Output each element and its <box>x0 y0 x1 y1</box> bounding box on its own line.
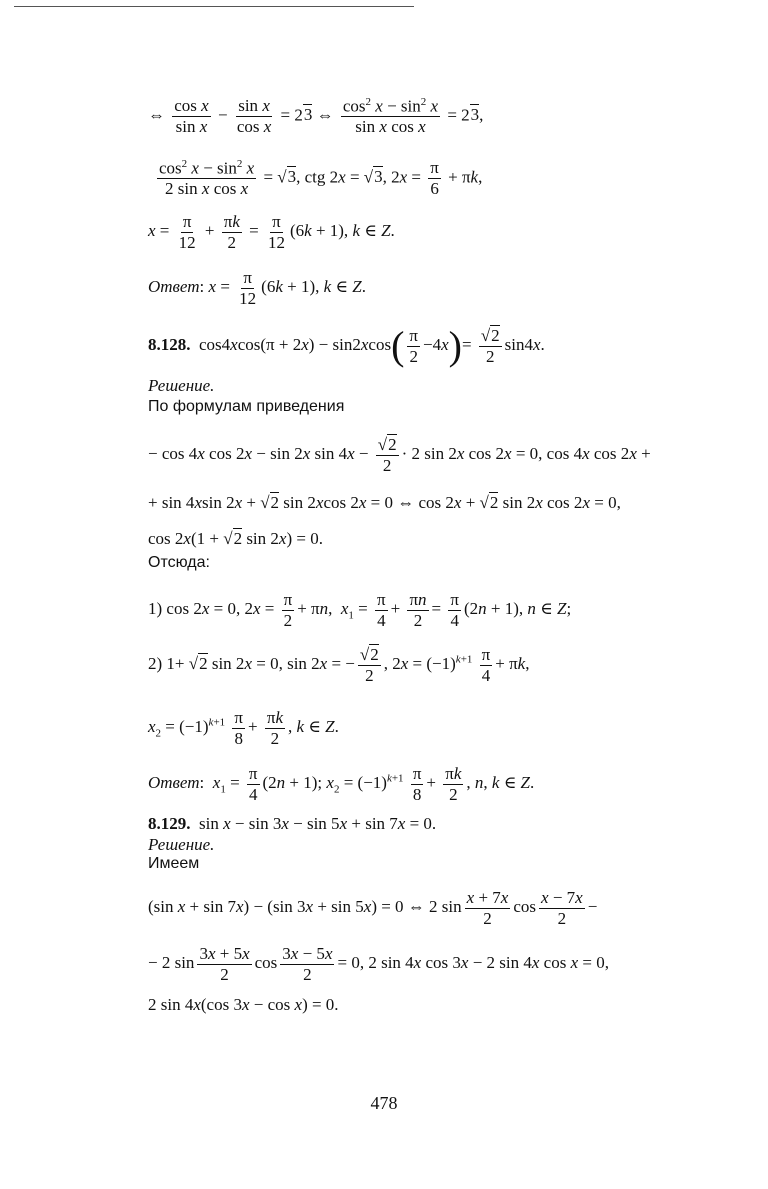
equation-line: x = $\frac{\pi}{12}$ + $\frac{\pi k}{2}$ = $\frac{\pi}{12}$ (6k + 1), k ∈ Z. <box>148 212 395 252</box>
equation-line: $\frac{\cos^2 x - \sin^2 x}{\text{2 sin x cos x}}$ = √3, ctg 2x = √3, 2x = $\frac{\pi}{6}$ + πk, <box>159 158 483 199</box>
text-line: Отсюда: <box>148 554 210 571</box>
problem-number: 8.128. <box>148 334 191 354</box>
problem-number: 8.129. <box>148 814 191 833</box>
equation-line: − 2 sin $\frac{3x + 5x}{2}$ cos $\frac{3x - 5x}{2}$ = 0, 2 sin 4x cos 3x − 2 sin 4x cos x = 0, <box>148 944 609 984</box>
problem-statement: 8.128. cos4xcos(π + 2x) − sin2xcos( $\frac{\pi}{2}$ −4x)= $\frac{√2}{2}$ sin4x. <box>148 323 545 369</box>
problem-statement: 8.129. sin x − sin 3x − sin 5x + sin 7x = 0. <box>148 814 437 833</box>
answer-label: Ответ <box>148 276 200 296</box>
equation-line: 2) 1+ √2 sin 2x = 0, sin 2x = − $\frac{√2}{2}$ , $2x = (-1)^{k+1}$ $\frac{\pi}{4}$ + πk, <box>148 645 530 685</box>
answer-line: Ответ: x = $\frac{\pi}{12}$ (6k + 1), k ∈ Z. <box>148 268 366 308</box>
equation-line: ⇔ $\frac{\text{cos x}}{\text{sin x}}$ − $\frac{\text{sin x}}{\text{cos x}}$ = 23 ⇔ $\frac{\cos^2 x - \sin^2 x}{\text{sin x cos x}}$ = 23, <box>148 96 484 137</box>
equation-line: 1) cos 2x = 0, 2x = $\frac{\pi}{2}$ + πn, $x_1$ = $\frac{\pi}{4}$ + $\frac{\pi n}{2}$ = $\frac{\pi}{4}$ (2n + 1), n ∈ Z; <box>148 590 572 630</box>
text-line: По формулам приведения <box>148 398 345 415</box>
page-number: 478 <box>370 1093 398 1113</box>
text-line: Имеем <box>148 855 200 872</box>
equation-line: $x_2 = (-1)^{k+1}$ $\frac{\pi}{8}$ + $\frac{\pi k}{2}$ , k ∈ Z. <box>148 708 339 748</box>
equation-line: + sin 4xsin 2x + √2 sin 2xcos 2x = 0 ⇔ cos 2x + √2 sin 2x cos 2x = 0, <box>148 493 621 512</box>
solution-label: Решение. <box>148 376 215 395</box>
equation-line: (sin x + sin 7x) − (sin 3x + sin 5x) = 0 ⇔ 2 sin $\frac{x + 7x}{2}$ cos $\frac{x - 7x}{2}$ − <box>148 888 598 928</box>
answer-line: Ответ: $x_1$ = $\frac{\pi}{4}$ (2n + 1); $x_2 = (-1)^{k+1}$ $\frac{\pi}{8}$ + $\frac{\pi k}{2}$ , n, k ∈ Z. <box>148 764 535 804</box>
solution-label: Решение. <box>148 835 215 854</box>
top-rule <box>14 6 414 7</box>
equation-line: 2 sin 4x(cos 3x − cos x) = 0. <box>148 995 339 1014</box>
equation-line: cos 2x(1 + √2 sin 2x) = 0. <box>148 529 323 548</box>
answer-label: Ответ <box>148 772 200 792</box>
equation-line: − cos 4x cos 2x − sin 2x sin 4x − $\frac{√2}{2}$ · 2 sin 2x cos 2x = 0, cos 4x cos 2x + <box>148 435 651 475</box>
